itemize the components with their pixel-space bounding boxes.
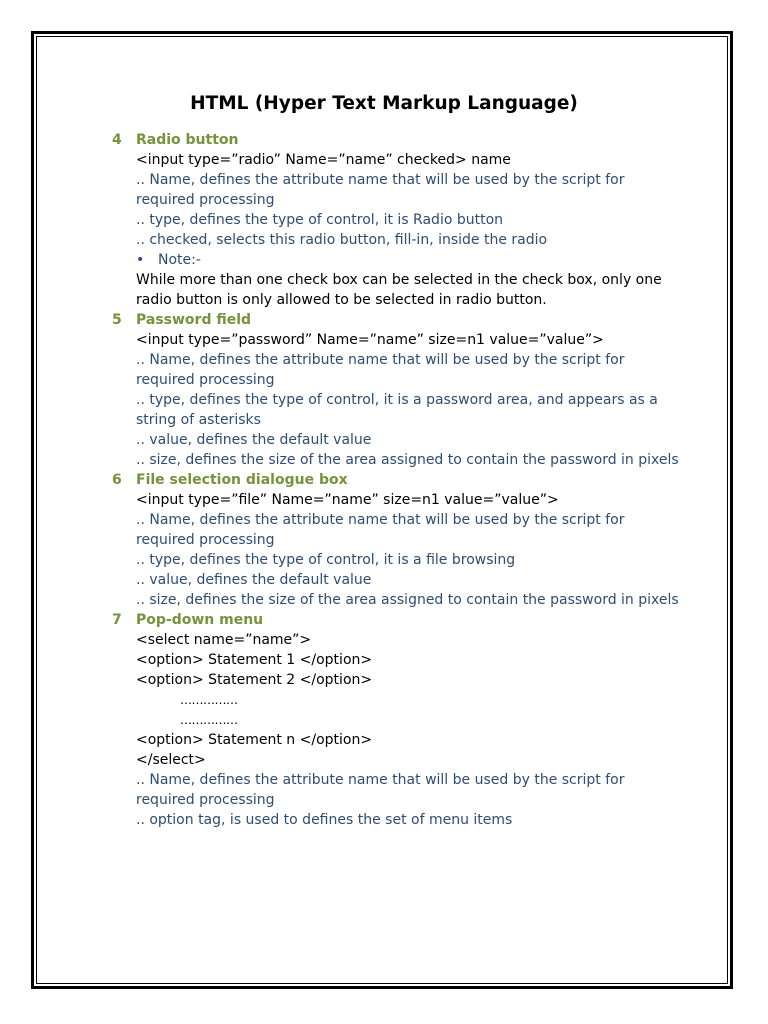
description-line: .. checked, selects this radio button, fill-in, inside the radio [136, 232, 548, 248]
description-line: .. type, defines the type of control, it is a file browsing [136, 552, 516, 568]
page-title: HTML (Hyper Text Markup Language) [190, 93, 578, 114]
description-line: .. value, defines the default value [136, 572, 372, 588]
description-line: required processing [136, 792, 275, 808]
description-line: .. option tag, is used to defines the set of menu items [136, 812, 513, 828]
section-heading-pop-down-menu [110, 610, 710, 630]
description-line: required processing [136, 372, 275, 388]
description-line: string of asterisks [136, 412, 261, 428]
code-line: <select name=”name”> [136, 632, 312, 648]
section-number: 5 [112, 312, 122, 328]
code-line: <input type=”radio” Name=”name” checked> name [136, 152, 511, 168]
description-line: required processing [136, 532, 275, 548]
description-line: .. size, defines the size of the area assigned to contain the password in pixels [136, 452, 679, 468]
section-number: 6 [112, 472, 122, 488]
description-line: .. Name, defines the attribute name that will be used by the script for [136, 172, 625, 188]
code-line: <option> Statement 2 </option> [136, 672, 373, 688]
section-heading-password-field [110, 310, 710, 330]
section-number: 4 [112, 132, 122, 148]
description-line: .. Name, defines the attribute name that will be used by the script for [136, 352, 625, 368]
code-line: <option> Statement n </option> [136, 732, 373, 748]
description-line: required processing [136, 192, 275, 208]
description-line: .. value, defines the default value [136, 432, 372, 448]
code-line: </select> [136, 752, 206, 768]
section-heading-radio-button [110, 130, 710, 150]
description-line: .. Name, defines the attribute name that will be used by the script for [136, 772, 625, 788]
description-line: .. size, defines the size of the area assigned to contain the password in pixels [136, 592, 679, 608]
description-line: .. type, defines the type of control, it is Radio button [136, 212, 504, 228]
section-title: Password field [136, 312, 252, 328]
note-label: Note:- [158, 252, 201, 268]
section-number: 7 [112, 612, 122, 628]
section-title: Radio button [136, 132, 239, 148]
note-bullet [136, 250, 710, 270]
section-heading-file-selection [110, 470, 710, 490]
ellipsis-line: …………… [180, 693, 238, 707]
paragraph-line: radio button is only allowed to be selected in radio button. [136, 292, 547, 308]
section-title: Pop-down menu [136, 612, 264, 628]
description-line: .. Name, defines the attribute name that will be used by the script for [136, 512, 625, 528]
code-line: <option> Statement 1 </option> [136, 652, 373, 668]
ellipsis-line: …………… [180, 713, 238, 727]
document-body [110, 130, 710, 830]
description-line: .. type, defines the type of control, it is a password area, and appears as a [136, 392, 658, 408]
section-title: File selection dialogue box [136, 472, 348, 488]
code-line: <input type=”file” Name=”name” size=n1 value=”value”> [136, 492, 559, 508]
bullet-icon: • [136, 252, 145, 268]
code-line: <input type=”password” Name=”name” size=n1 value=”value”> [136, 332, 604, 348]
paragraph-line: While more than one check box can be selected in the check box, only one [136, 272, 662, 288]
